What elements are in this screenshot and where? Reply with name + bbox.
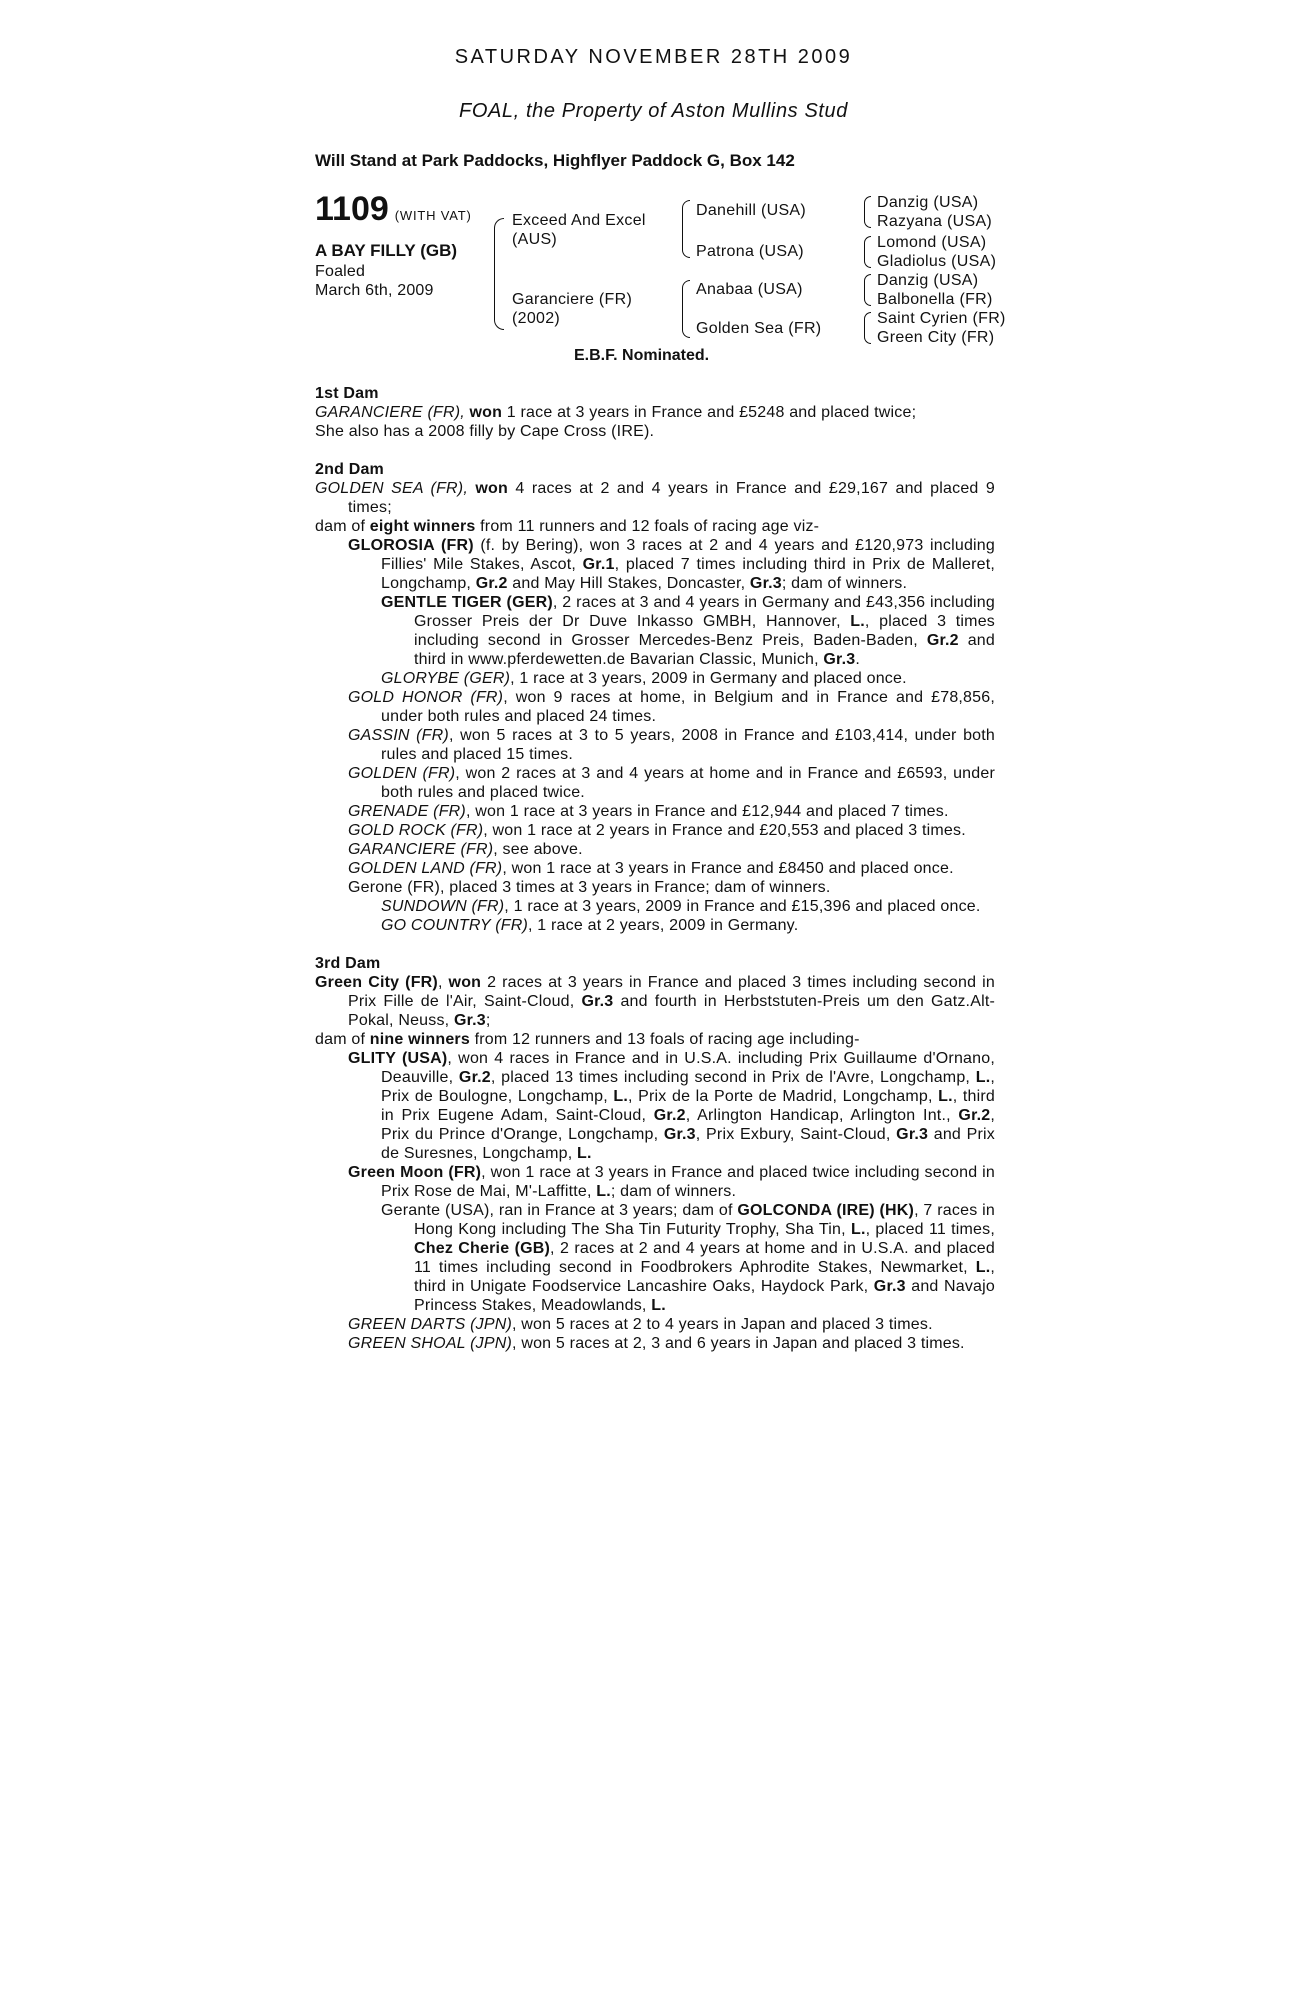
pedigree-dam bbox=[512, 290, 632, 328]
horse-name: GOLCONDA (IRE) (HK) bbox=[737, 1202, 915, 1219]
grade: Gr.3 bbox=[581, 993, 614, 1010]
produce-entry bbox=[315, 726, 995, 764]
horse-name: GOLD HONOR (FR) bbox=[348, 689, 504, 706]
foaled-date: March 6th, 2009 bbox=[315, 282, 434, 299]
horse-name: GOLDEN (FR) bbox=[348, 765, 456, 782]
third-dam-heading: 3rd Dam bbox=[315, 955, 381, 972]
grade: Gr.3 bbox=[873, 1278, 906, 1295]
produce-entry bbox=[315, 593, 995, 669]
text: , won 1 race at 3 years in France and £8450 and placed once. bbox=[502, 860, 954, 877]
text: , won 4 races in France and in U.S.A. including Prix Guillaume d'Ornano, Deauville, bbox=[381, 1050, 995, 1086]
grade: L. bbox=[577, 1145, 592, 1162]
grade: Gr.1 bbox=[582, 556, 615, 573]
pedigree-brace-ds bbox=[864, 274, 871, 306]
text: , see above. bbox=[493, 841, 583, 858]
grade: Gr.2 bbox=[458, 1069, 491, 1086]
grade: L. bbox=[938, 1088, 953, 1105]
grade: Gr.3 bbox=[749, 575, 782, 592]
pedigree-g3-1: Danzig (USA) bbox=[877, 194, 979, 211]
pedigree-g3-7: Saint Cyrien (FR) bbox=[877, 310, 1006, 327]
second-dam-record bbox=[315, 479, 995, 517]
grade: Gr.3 bbox=[896, 1126, 929, 1143]
text: , Prix du Prince d'Orange, Longchamp, bbox=[381, 1107, 996, 1143]
horse-name: GLOROSIA (FR) bbox=[348, 537, 474, 554]
text: , won 1 race at 3 years in France and £12,944 and placed 7 times. bbox=[465, 803, 949, 820]
text: , placed 3 times including second in Grosser Mercedes-Benz Preis, Baden-Baden, bbox=[414, 613, 995, 649]
text: , Prix de la Porte de Madrid, Longchamp, bbox=[628, 1088, 939, 1105]
text: , Prix Exbury, Saint-Cloud, bbox=[695, 1126, 897, 1143]
produce-entry bbox=[315, 1201, 995, 1315]
produce-entry bbox=[315, 1334, 995, 1353]
second-dam-produce bbox=[315, 517, 995, 536]
pedigree-brace-sire bbox=[682, 200, 690, 258]
first-dam-record bbox=[315, 403, 995, 422]
second-dam-heading: 2nd Dam bbox=[315, 461, 384, 478]
third-dam-produce bbox=[315, 1030, 995, 1049]
stand-location: Will Stand at Park Paddocks, Highflyer Paddock G, Box 142 bbox=[315, 151, 795, 170]
grade: Gr.2 bbox=[926, 632, 959, 649]
horse-name: GO COUNTRY (FR) bbox=[381, 917, 528, 934]
horse-name: Green City (FR) bbox=[315, 974, 438, 991]
record-text: 4 races at 2 and 4 years in France and £29,167 and placed 9 times; bbox=[348, 480, 995, 516]
text: , placed 13 times including second in Prix de l'Avre, Longchamp, bbox=[490, 1069, 976, 1086]
produce-entry bbox=[315, 1315, 995, 1334]
grade: L. bbox=[975, 1069, 991, 1086]
horse-name: GENTLE TIGER (GER) bbox=[381, 594, 553, 611]
text: and fourth in Herbststuten-Preis um den Gatz.Alt-Pokal, Neuss, bbox=[348, 993, 995, 1029]
text: , 1 race at 3 years, 2009 in Germany and placed once. bbox=[510, 670, 907, 687]
horse-name: GREEN DARTS (JPN) bbox=[348, 1316, 513, 1333]
horse-name: GOLD ROCK (FR) bbox=[348, 822, 484, 839]
won-label: won bbox=[469, 404, 503, 421]
pedigree-g3-6: Balbonella (FR) bbox=[877, 291, 993, 308]
text: and third in www.pferdewetten.de Bavarian Classic, Munich, bbox=[414, 632, 995, 668]
pedigree-g3-4: Gladiolus (USA) bbox=[877, 253, 997, 270]
record-text: 1 race at 3 years in France and £5248 and placed twice; bbox=[502, 404, 917, 421]
text: and Prix de Suresnes, Longchamp, bbox=[381, 1126, 995, 1162]
pedigree-g3-5: Danzig (USA) bbox=[877, 272, 979, 289]
text: 2 races at 3 years in France and placed 3 times including second in Prix Fille de l'Air, Saint-Cloud, bbox=[348, 974, 995, 1010]
horse-name: GLORYBE (GER) bbox=[381, 670, 511, 687]
produce-entry: Gerone (FR), placed 3 times at 3 years in France; dam of winners. bbox=[348, 879, 831, 896]
winner-count: nine winners bbox=[369, 1031, 470, 1048]
text: , won 1 race at 2 years in France and £20,553 and placed 3 times. bbox=[483, 822, 966, 839]
pedigree-brace-main bbox=[494, 218, 504, 330]
horse-name: GRENADE (FR) bbox=[348, 803, 466, 820]
pedigree-sire bbox=[512, 211, 646, 249]
text: , 1 race at 3 years, 2009 in France and £15,396 and placed once. bbox=[504, 898, 981, 915]
text: . bbox=[855, 651, 860, 668]
lot-title: A BAY FILLY (GB) bbox=[315, 241, 458, 260]
grade: Gr.3 bbox=[453, 1012, 486, 1029]
horse-name: GREEN SHOAL (JPN) bbox=[348, 1335, 513, 1352]
text: , 2 races at 2 and 4 years at home and in U.S.A. and placed 11 times including second in Foodbrokers Aphrodite Stakes, Newmarket, bbox=[414, 1240, 995, 1276]
text: from 12 runners and 13 foals of racing age including- bbox=[469, 1031, 860, 1048]
pedigree-brace-dd bbox=[864, 312, 871, 344]
text: , Arlington Handicap, Arlington Int., bbox=[685, 1107, 959, 1124]
grade: L. bbox=[613, 1088, 629, 1105]
vat-note: (WITH VAT) bbox=[394, 208, 472, 223]
text: dam of bbox=[315, 518, 370, 535]
first-dam-produce: She also has a 2008 filly by Cape Cross (IRE). bbox=[315, 423, 655, 440]
text: from 11 runners and 12 foals of racing age viz- bbox=[475, 518, 820, 535]
text: ; bbox=[485, 1012, 491, 1029]
foaled-label: Foaled bbox=[315, 263, 366, 280]
text: (f. by Bering), won 3 races at 2 and 4 years and £120,973 including Fillies' Mile Stakes, Ascot, bbox=[381, 537, 995, 573]
produce-entry bbox=[315, 1049, 995, 1163]
grade: Gr.2 bbox=[958, 1107, 991, 1124]
horse-name: GOLDEN LAND (FR) bbox=[348, 860, 503, 877]
pedigree-brace-sd bbox=[864, 236, 871, 268]
produce-entry bbox=[315, 669, 995, 688]
pedigree-brace-dam bbox=[682, 280, 690, 338]
text: , won 5 races at 2, 3 and 6 years in Japan and placed 3 times. bbox=[512, 1335, 965, 1352]
text: ; dam of winners. bbox=[610, 1183, 737, 1200]
foaled-info bbox=[315, 262, 434, 300]
text: , won 5 races at 3 to 5 years, 2008 in France and £103,414, under both rules and placed 15 times. bbox=[381, 727, 996, 763]
produce-entry bbox=[315, 897, 995, 916]
grade: L. bbox=[850, 613, 865, 630]
text: , third in Unigate Foodservice Lancashire Oaks, Haydock Park, bbox=[414, 1259, 995, 1295]
pedigree-sire-dam: Patrona (USA) bbox=[696, 243, 804, 260]
dam-year: (2002) bbox=[512, 310, 561, 327]
produce-entry bbox=[315, 688, 995, 726]
won-label: won bbox=[475, 480, 508, 497]
winner-count: eight winners bbox=[369, 518, 476, 535]
text: , 1 race at 2 years, 2009 in Germany. bbox=[528, 917, 799, 934]
horse-name: Green Moon (FR) bbox=[348, 1164, 482, 1181]
grade: Gr.2 bbox=[475, 575, 508, 592]
produce-entry bbox=[315, 859, 995, 878]
sale-date: SATURDAY NOVEMBER 28TH 2009 bbox=[454, 46, 853, 68]
grade: L. bbox=[651, 1297, 666, 1314]
text: and Navajo Princess Stakes, Meadowlands, bbox=[414, 1278, 996, 1314]
lot-number: 1109 bbox=[315, 190, 389, 228]
text: , third in Prix Eugene Adam, Saint-Cloud, bbox=[381, 1088, 996, 1124]
text: , won 1 race at 3 years in France and placed twice including second in Prix Rose de Mai, M'-Laffitte, bbox=[381, 1164, 996, 1200]
pedigree-g3-8: Green City (FR) bbox=[877, 329, 995, 346]
text: dam of bbox=[315, 1031, 370, 1048]
horse-name: GARANCIERE (FR), bbox=[315, 404, 465, 421]
dam-name: Garanciere (FR) bbox=[512, 291, 633, 308]
horse-name: GOLDEN SEA (FR), bbox=[315, 480, 468, 497]
sire-name: Exceed And Excel bbox=[512, 212, 646, 229]
produce-entry bbox=[315, 840, 995, 859]
pedigree-g3-2: Razyana (USA) bbox=[877, 213, 993, 230]
horse-name: SUNDOWN (FR) bbox=[381, 898, 505, 915]
pedigree-sire-sire: Danehill (USA) bbox=[696, 202, 807, 219]
won-label: won bbox=[448, 974, 482, 991]
text: , placed 7 times including third in Prix de Malleret, Longchamp, bbox=[381, 556, 996, 592]
text: and May Hill Stakes, Doncaster, bbox=[507, 575, 750, 592]
text: Gerante (USA), ran in France at 3 years; dam of bbox=[381, 1202, 738, 1219]
grade: L. bbox=[850, 1221, 866, 1238]
sire-country: (AUS) bbox=[512, 231, 558, 248]
horse-name: GARANCIERE (FR) bbox=[348, 841, 494, 858]
catalogue-body bbox=[315, 384, 995, 1353]
text: , placed 11 times, bbox=[865, 1221, 996, 1238]
property-line: FOAL, the Property of Aston Mullins Stud bbox=[459, 100, 848, 122]
produce-entry bbox=[315, 821, 995, 840]
grade: L. bbox=[975, 1259, 991, 1276]
pedigree-dam-sire: Anabaa (USA) bbox=[696, 281, 803, 298]
first-dam-heading: 1st Dam bbox=[315, 385, 379, 402]
grade: Gr.2 bbox=[653, 1107, 686, 1124]
text: ; dam of winners. bbox=[781, 575, 908, 592]
horse-name: GASSIN (FR) bbox=[348, 727, 449, 744]
horse-name: GLITY (USA) bbox=[348, 1050, 448, 1067]
produce-entry bbox=[315, 802, 995, 821]
text: , won 9 races at home, in Belgium and in France and £78,856, under both rules and placed 24 times. bbox=[381, 689, 995, 725]
horse-name: Chez Cherie (GB) bbox=[414, 1240, 551, 1257]
produce-entry bbox=[315, 764, 995, 802]
grade: Gr.3 bbox=[663, 1126, 696, 1143]
produce-entry bbox=[315, 1163, 995, 1201]
text: , Prix de Boulogne, Longchamp, bbox=[381, 1069, 996, 1105]
text: , won 5 races at 2 to 4 years in Japan and placed 3 times. bbox=[512, 1316, 933, 1333]
grade: L. bbox=[596, 1183, 611, 1200]
ebf-note: E.B.F. Nominated. bbox=[574, 347, 710, 364]
text: , 7 races in Hong Kong including The Sha Tin Futurity Trophy, Sha Tin, bbox=[414, 1202, 995, 1238]
pedigree-dam-dam: Golden Sea (FR) bbox=[696, 320, 822, 337]
produce-entry bbox=[315, 916, 995, 935]
text: , won 2 races at 3 and 4 years at home and in France and £6593, under both rules and placed twice. bbox=[381, 765, 996, 801]
lot-number-block bbox=[315, 190, 472, 229]
pedigree-g3-3: Lomond (USA) bbox=[877, 234, 987, 251]
text: , 2 races at 3 and 4 years in Germany and £43,356 including Grosser Preis der Dr Duve Inkasso GMBH, Hannover, bbox=[414, 594, 995, 630]
grade: Gr.3 bbox=[823, 651, 856, 668]
produce-entry bbox=[315, 536, 995, 593]
pedigree-brace-ss bbox=[864, 196, 871, 228]
third-dam-record: Green City (FR), won 2 races at 3 years in France and placed 3 times including second in Prix Fille de l'Air, Saint-Cloud, Gr.3 and fourth in Herbststuten-Preis um den Gatz.Alt-Pokal, Neuss, Gr.3; bbox=[315, 974, 995, 1029]
